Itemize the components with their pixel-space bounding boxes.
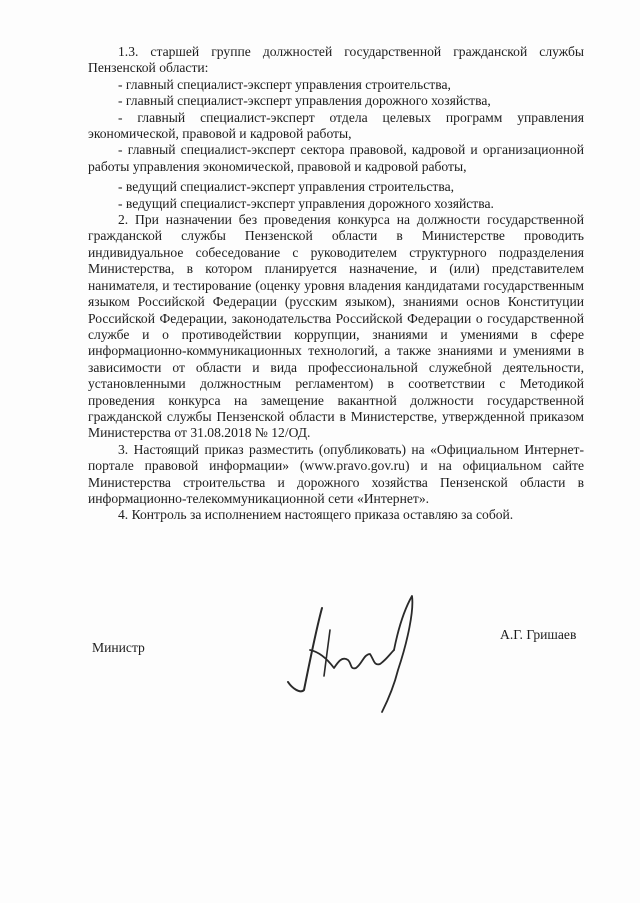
- list-item: - ведущий специалист-эксперт управления дорожного хозяйства.: [118, 195, 494, 211]
- signer-position: Министр: [92, 640, 145, 655]
- item-1-3-heading: 1.3. старшей группе должностей государственной гражданской службы Пензенской области:: [88, 44, 584, 76]
- list-item: - главный специалист-эксперт управления строительства,: [118, 76, 451, 92]
- handwritten-signature: [270, 590, 430, 720]
- signer-name: А.Г. Гришаев: [500, 627, 577, 642]
- list-item: - главный специалист-эксперт отдела целевых программ управления экономической, правовой и кадровой работы,: [88, 109, 584, 142]
- list-item: - ведущий специалист-эксперт управления строительства,: [118, 179, 455, 195]
- paragraph-2: 2. При назначении без проведения конкурса на должности государственной гражданской службы Пензенской области в Министерстве проводить индивидуальное собеседование с руководителем структурного подразделения Министерства, в котором планируется назначение, и (или) представителем нанимателя, и тестирование (оценку уровня владения кандидатами государственным языком Российской Федерации (русским языком), знаниями основ Конституции Российской Федерации, законодательства Российской Федерации о государственной службе и о противодействии коррупции, знаниями и умениями в сфере информационно-коммуникационных технологий, а также знаниями и умениями в зависимости от области и вида профессиональной служебной деятельности, установленными должностным регламентом) в соответствии с Методикой проведения конкурса на замещение вакантной должности государственной гражданской службы Пензенской области в Министерстве, утвержденной приказом Министерства от 31.08.2018 № 12/ОД.: [88, 212, 584, 441]
- document-body: [88, 44, 584, 524]
- paragraph-4: 4. Контроль за исполнением настоящего приказа оставляю за собой.: [118, 507, 514, 523]
- list-item: - главный специалист-эксперт сектора правовой, кадровой и организационной работы управления экономической, правовой и кадровой работы,: [88, 142, 584, 174]
- paragraph-3: 3. Настоящий приказ разместить (опубликовать) на «Официальном Интернет-портале правовой информации» (www.pravo.gov.ru) и на официальном сайте Министерства строительства и дорожного хозяйства Пензенской области в информационно-телекоммуникационной сети «Интернет».: [88, 441, 584, 506]
- list-item: - главный специалист-эксперт управления дорожного хозяйства,: [118, 93, 491, 109]
